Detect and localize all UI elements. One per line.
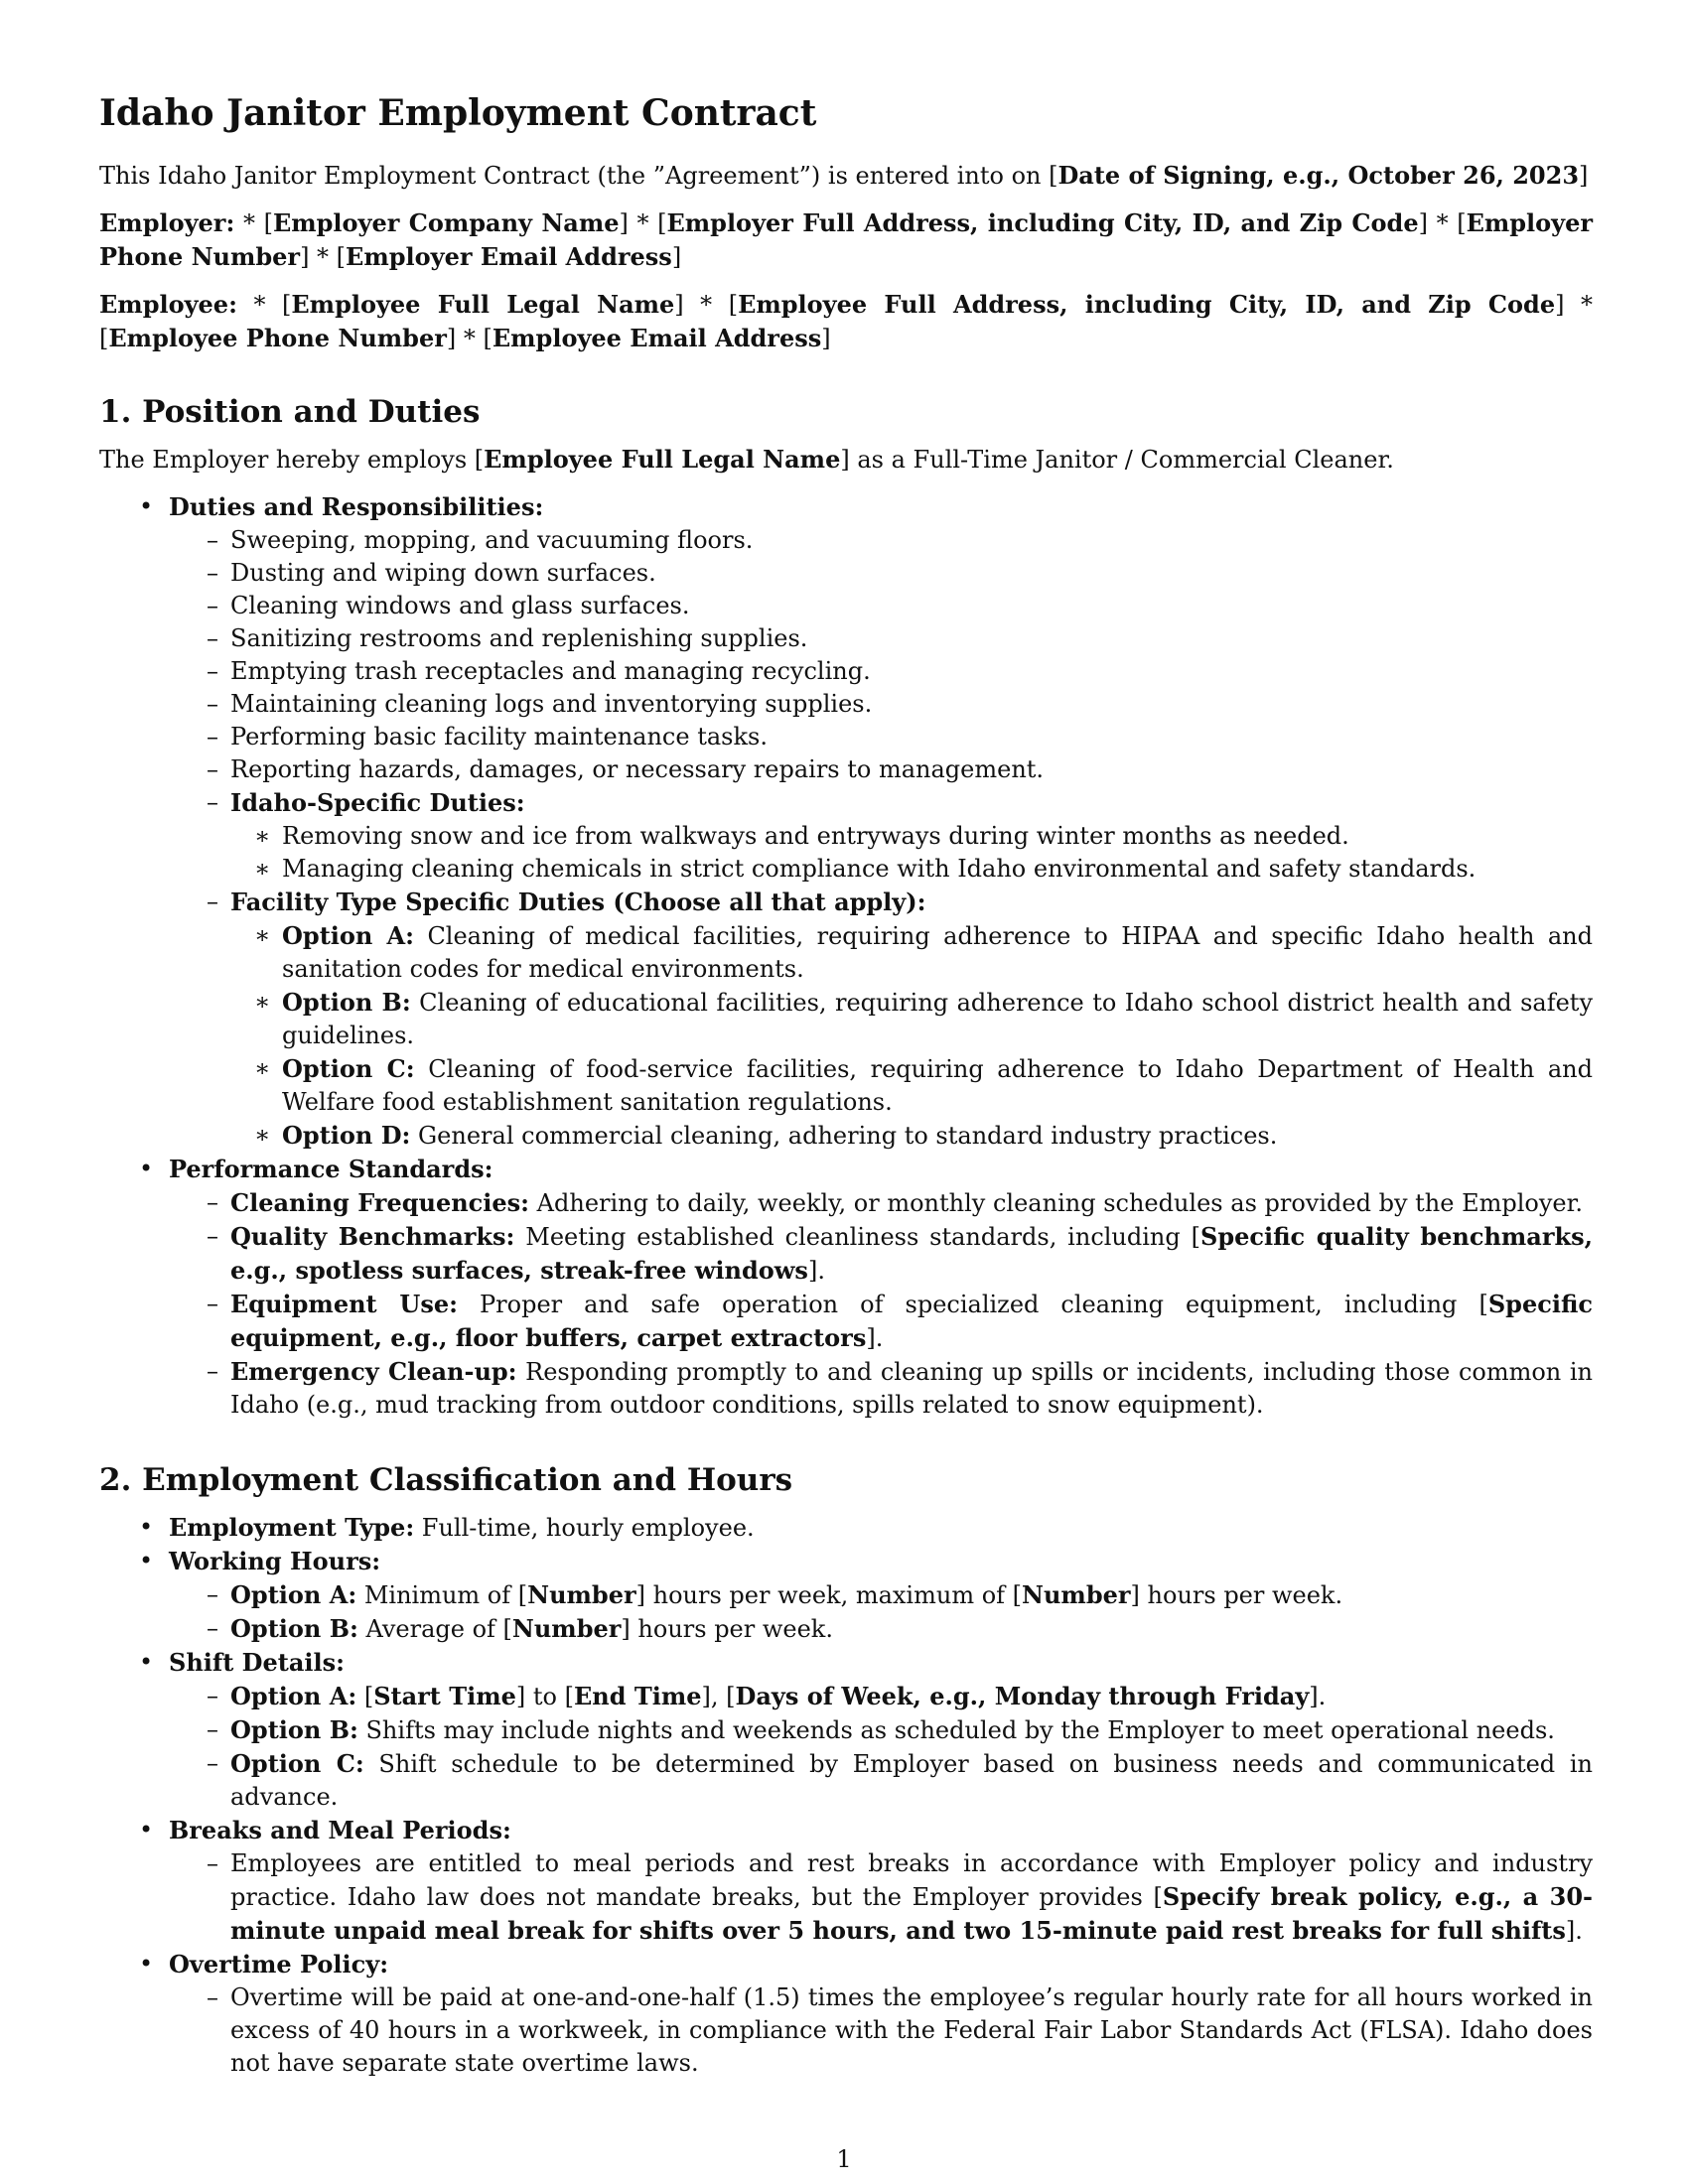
bullet-marker: • [139,1155,154,1182]
list-item [207,753,1593,786]
bullet-marker: • [139,1816,154,1843]
item-text: Full-time, hourly employee. [414,1514,755,1542]
bullet-marker: • [139,492,154,520]
item-label: Overtime Policy: [169,1950,389,1979]
bullet-marker: • [139,1950,154,1978]
item-text: Average of [357,1615,503,1643]
section-1-list [99,490,1593,1422]
employee-label: Employee: [99,290,237,319]
list-item: – Option B: Average of [Number] hours per week. [207,1614,833,1643]
intro-text: as a Full-Time Janitor / Commercial Cleaner. [849,446,1394,474]
asterisk-marker: ∗ [254,822,271,850]
option-label: Option A: [230,1682,357,1710]
performance-label: Performance Standards: [169,1155,493,1183]
duty-text: Dusting and wiping down surfaces. [230,559,656,587]
page-number: 1 [836,2145,852,2173]
date-placeholder: Date of Signing, e.g., October 26, 2023 [1057,161,1580,190]
list-item [99,490,1593,1153]
idaho-duties-label: Idaho-Specific Duties: [230,788,525,817]
list-item [99,1545,1593,1646]
asterisk-marker: ∗ [254,1121,271,1149]
list-item [254,919,1593,986]
facility-options-list [230,919,1593,1153]
dash-marker: – [207,887,218,915]
list-item [207,622,1593,655]
list-item [254,853,1593,886]
employee-address: Employee Full Address, including City, ID, and Zip Code [738,290,1556,319]
employer-phone: Employer Phone Number [99,208,1594,271]
list-item [254,1052,1594,1119]
list-item: – Quality Benchmarks: Meeting established cleanliness standards, including [Specific quality benchmarks, e.g., spotless surfaces, streak-free windows]. [207,1222,1593,1285]
dash-marker: – [207,592,218,619]
duty-text: Managing cleaning chemicals in strict compliance with Idaho environmental and safety standards. [282,855,1477,883]
list-item [207,1981,1593,2080]
dash-marker: – [207,526,218,554]
document-title: Idaho Janitor Employment Contract [99,92,817,134]
placeholder-text: Specify break policy, e.g., a 30-minute unpaid meal break for shifts over 5 hours, and two 15-minute paid rest breaks for full shifts [230,1882,1593,1945]
employer-email: Employer Email Address [346,242,672,271]
dash-marker: – [207,1290,218,1317]
bullet-marker: • [139,1513,154,1541]
item-text: to [525,1683,565,1710]
duties-list [169,524,1593,1153]
list-item [254,986,1593,1052]
list-item: – Equipment Use: Proper and safe operation of specialized cleaning equipment, including [Specific equipment, e.g., floor buffers, carpet extractors]. [207,1290,1594,1352]
item-text: Minimum of [356,1581,518,1609]
list-item: – Employees are entitled to meal periods and rest breaks in accordance with Employer policy and industry practice. Idaho law does not mandate breaks, but the Employer provides [Specify break policy, e.g., a 30-minute unpaid meal break for shifts over 5 hours, and two 15-minute paid rest breaks for full shifts]. [207,1849,1593,1945]
item-text: Adhering to daily, weekly, or monthly cleaning schedules as provided by the Employer. [529,1189,1584,1217]
item-label: Employment Type: [169,1513,415,1542]
dash-marker: – [207,755,218,783]
list-item [99,1646,1593,1814]
intro-paragraph: This Idaho Janitor Employment Contract (the ”Agreement”) is entered into on [Date of Signing, e.g., October 26, 2023] [99,161,1589,190]
duty-text: Sanitizing restrooms and replenishing supplies. [230,624,808,652]
list-item [99,1511,1593,1545]
employee-email: Employee Email Address [492,324,822,352]
placeholder-text: Days of Week, e.g., Monday through Friday [735,1682,1310,1710]
placeholder-text: Specific quality benchmarks, e.g., spotless surfaces, streak-free windows [230,1222,1593,1285]
employee-name: Employee Full Legal Name [291,290,675,319]
list-item [207,524,1593,557]
bullet-marker: • [139,1648,154,1676]
facility-duties-label: Facility Type Specific Duties (Choose all that apply): [230,887,926,916]
dash-marker: – [207,1357,218,1385]
list-item [207,786,1593,886]
section-2-heading: 2. Employment Classification and Hours [99,1462,793,1498]
employer-label: Employer: [99,208,235,237]
asterisk-marker: ∗ [254,1054,271,1082]
employer-block: Employer: * [Employer Company Name] * [Employer Full Address, including City, ID, and Zip Code] * [Employer Phone Number] * [Employer Email Address] [99,208,1594,271]
dash-marker: – [207,559,218,587]
employer-company: Employer Company Name [272,208,620,237]
option-text: Cleaning of educational facilities, requiring adherence to Idaho school district health and safety guidelines. [282,989,1593,1049]
idaho-duties-list [230,820,1593,886]
list-item [207,721,1593,753]
list-item: – Option A: Minimum of [Number] hours per week, maximum of [Number] hours per week. [207,1580,1343,1609]
list-item [207,1355,1593,1422]
option-label: Option B: [230,1614,358,1643]
item-text: Meeting established cleanliness standards, including [514,1223,1192,1251]
list-item [207,886,1594,1153]
option-label: Option A: [282,921,414,950]
list-item [207,688,1593,721]
option-label: Option B: [230,1715,358,1744]
placeholder-text: End Time [574,1682,702,1710]
dash-marker: – [207,788,218,816]
list-item [207,590,1593,622]
contract-body [99,81,1593,2080]
item-text: Employees are entitled to meal periods and rest breaks in accordance with Employer policy and industry practice. Idaho law does not mandate breaks, but the Employer provides [230,1849,1593,1911]
asterisk-marker: ∗ [254,855,271,883]
item-text: Responding promptly to and cleaning up spills or incidents, including those common in Idaho (e.g., mud tracking from outdoor conditions, spills related to snow equipment). [230,1358,1593,1419]
section-1-intro: The Employer hereby employs [Employee Full Legal Name] as a Full-Time Janitor / Commercial Cleaner. [99,445,1394,474]
bullet-marker: • [139,1547,154,1574]
dash-marker: – [207,723,218,751]
item-text: hours per week. [630,1615,833,1643]
placeholder-text: Start Time [373,1682,516,1710]
item-text: hours per week, maximum of [645,1581,1013,1609]
dash-marker: – [207,1188,218,1216]
dash-marker: – [207,1614,218,1642]
placeholder-text: Number [511,1614,622,1643]
employee-block: Employee: * [Employee Full Legal Name] * [Employee Full Address, including City, ID, and Zip Code] * [Employee Phone Number] * [Employee Email Address] [99,290,1593,352]
item-label: Equipment Use: [230,1290,458,1318]
dash-marker: – [207,1749,218,1777]
list-item: – Option A: [Start Time] to [End Time], [Days of Week, e.g., Monday through Friday]. [207,1682,1327,1710]
placeholder-text: Number [1022,1580,1131,1609]
placeholder-text: Number [527,1580,636,1609]
item-label: Quality Benchmarks: [230,1222,515,1251]
list-item [207,1747,1593,1814]
list-item [99,1814,1593,1948]
employee-name: Employee Full Legal Name [484,445,841,474]
option-label: Option D: [282,1121,411,1150]
asterisk-marker: ∗ [254,921,271,949]
overtime-list [169,1981,1593,2080]
dash-marker: – [207,657,218,685]
placeholder-text: Specific equipment, e.g., floor buffers, carpet extractors [230,1290,1594,1352]
item-label: Breaks and Meal Periods: [169,1816,511,1844]
dash-marker: – [207,1715,218,1743]
duty-text: Reporting hazards, damages, or necessary repairs to management. [230,755,1045,783]
dash-marker: – [207,624,218,652]
breaks-list [169,1847,1593,1948]
item-text: hours per week. [1139,1581,1343,1609]
option-label: Option C: [230,1749,364,1778]
list-item [99,1153,1593,1422]
list-item [207,1713,1593,1747]
dash-marker: – [207,690,218,718]
section-2-list [99,1511,1593,2080]
duty-text: Emptying trash receptacles and managing recycling. [230,657,871,685]
dash-marker: – [207,1580,218,1608]
duty-text: Performing basic facility maintenance tasks. [230,723,768,751]
option-text: General commercial cleaning, adhering to standard industry practices. [410,1122,1278,1150]
option-text: Cleaning of medical facilities, requiring adherence to HIPAA and specific Idaho health and sanitation codes for medical environments. [282,922,1593,983]
item-text: Proper and safe operation of specialized cleaning equipment, including [457,1291,1479,1318]
item-text: Shift schedule to be determined by Employer based on business needs and communicated in advance. [230,1750,1593,1811]
item-label: Working Hours: [169,1547,381,1575]
option-text: Cleaning of food-service facilities, requiring adherence to Idaho Department of Health and Welfare food establishment sanitation regulations. [282,1055,1594,1116]
list-item [207,655,1593,688]
item-label: Cleaning Frequencies: [230,1188,530,1217]
list-item [254,1119,1593,1153]
dash-marker: – [207,1222,218,1250]
employee-phone: Employee Phone Number [108,324,447,352]
list-item [254,820,1593,853]
duty-text: Maintaining cleaning logs and inventorying supplies. [230,690,873,718]
item-label: Shift Details: [169,1648,345,1677]
list-item [99,1948,1593,2080]
duty-text: Sweeping, mopping, and vacuuming floors. [230,526,754,554]
section-1-heading: 1. Position and Duties [99,394,481,430]
dash-marker: – [207,1983,218,2011]
duty-text: Cleaning windows and glass surfaces. [230,592,690,619]
list-item [207,557,1593,590]
shift-list [169,1680,1593,1814]
list-item [207,1186,1593,1220]
duty-text: Removing snow and ice from walkways and entryways during winter months as needed. [282,822,1349,850]
asterisk-marker: ∗ [254,988,271,1016]
intro-text: This Idaho Janitor Employment Contract (the ”Agreement”) is entered into on [99,162,1050,190]
intro-text: The Employer hereby employs [99,446,475,474]
performance-list [169,1186,1593,1422]
item-text: Overtime will be paid at one-and-one-half (1.5) times the employee’s regular hourly rate for all hours worked in excess of 40 hours in a workweek, in compliance with the Federal Fair Labor Standards Act (FLSA). Idaho does not have separate state overtime laws. [230,1983,1593,2077]
duties-label: Duties and Responsibilities: [169,492,544,521]
hours-list [169,1578,1593,1646]
dash-marker: – [207,1849,218,1877]
option-label: Option A: [230,1580,357,1609]
employer-address: Employer Full Address, including City, ID, and Zip Code [666,208,1419,237]
item-label: Emergency Clean-up: [230,1357,517,1386]
dash-marker: – [207,1682,218,1709]
item-text: Shifts may include nights and weekends as scheduled by the Employer to meet operational needs. [357,1716,1555,1744]
option-label: Option C: [282,1054,415,1083]
option-label: Option B: [282,988,411,1017]
